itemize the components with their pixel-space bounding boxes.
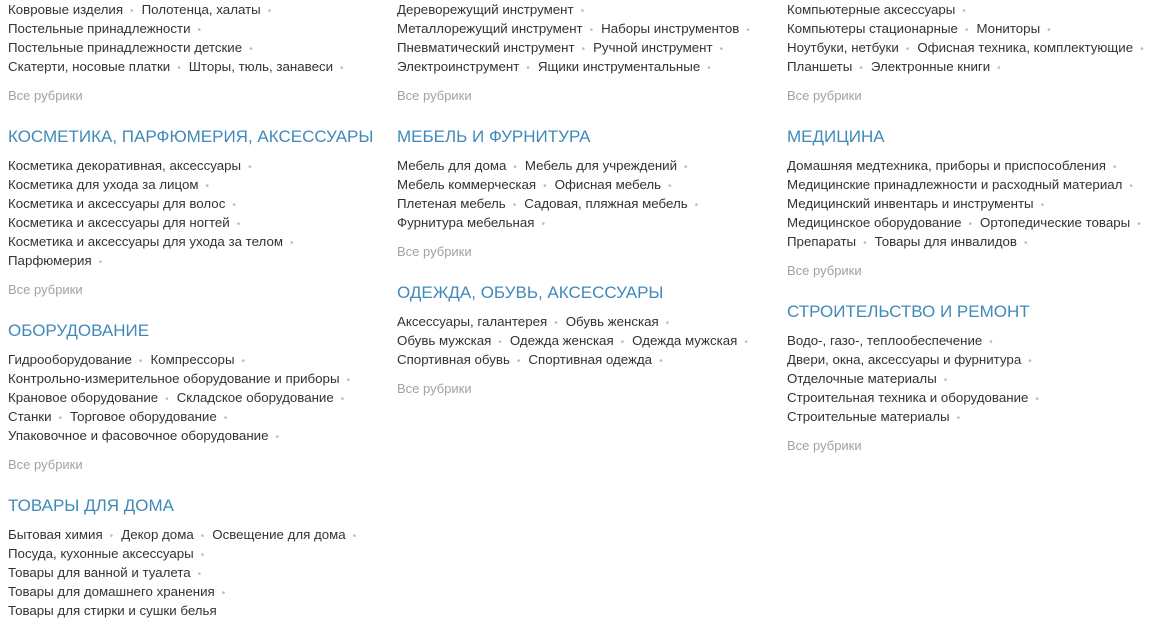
all-categories-link[interactable]: Все рубрики <box>8 457 83 472</box>
subcategory-link[interactable]: Спортивная обувь <box>397 352 510 367</box>
bullet-separator: • <box>340 63 344 74</box>
subcategory-row <box>8 194 393 213</box>
bullet-separator: • <box>620 337 625 348</box>
category-title[interactable]: ОДЕЖДА, ОБУВЬ, АКСЕССУАРЫ <box>397 283 664 302</box>
subcategory-link[interactable]: Препараты <box>787 234 857 249</box>
bullet-separator: • <box>1140 44 1144 55</box>
subcategory-row <box>787 175 1172 194</box>
subcategory-link[interactable]: Наборы инструментов <box>601 21 740 36</box>
bullet-separator: • <box>964 25 969 36</box>
subcategory-row <box>8 175 393 194</box>
bullet-separator: • <box>1040 200 1045 211</box>
subcategory-link[interactable]: Компрессоры <box>150 352 235 367</box>
bullet-separator: • <box>1137 219 1141 230</box>
bullet-separator: • <box>267 6 272 17</box>
subcategory-link[interactable]: Станки <box>8 409 52 424</box>
subcategory-row <box>397 38 782 57</box>
subcategory-link[interactable]: Офисная техника, комплектующие <box>917 40 1134 55</box>
bullet-separator: • <box>665 318 670 329</box>
subcategory-link[interactable]: Контрольно-измерительное оборудование и приборы <box>8 371 340 386</box>
subcategory-row <box>787 369 1172 388</box>
bullet-separator: • <box>346 375 351 386</box>
subcategory-row <box>8 426 393 445</box>
subcategory-row <box>8 350 393 369</box>
subcategory-link[interactable]: Аксессуары, галантерея <box>397 314 548 329</box>
subcategory-row <box>787 350 1172 369</box>
subcategory-row <box>787 232 1172 251</box>
category-title[interactable]: КОСМЕТИКА, ПАРФЮМЕРИЯ, АКСЕССУАРЫ <box>8 127 374 146</box>
subcategory-link[interactable]: Шторы, тюль, занавеси <box>188 59 334 74</box>
bullet-separator: • <box>580 6 585 17</box>
bullet-separator: • <box>512 200 517 211</box>
block-spacer <box>787 455 1172 475</box>
subcategory-row <box>8 388 393 407</box>
bullet-separator: • <box>589 25 594 36</box>
category-title[interactable]: МЕДИЦИНА <box>787 127 885 146</box>
bullet-separator: • <box>1129 181 1133 192</box>
bullet-separator: • <box>98 257 103 268</box>
subcategory-link[interactable]: Косметика и аксессуары для ногтей <box>8 215 230 230</box>
subcategory-link[interactable]: Бытовая химия <box>8 527 103 542</box>
subcategory-link[interactable]: Дереворежущий инструмент <box>397 2 574 17</box>
subcategory-row <box>787 0 1172 19</box>
bullet-separator: • <box>719 44 724 55</box>
subcategory-link[interactable]: Косметика и аксессуары для ухода за телом <box>8 234 284 249</box>
bullet-separator: • <box>197 569 202 580</box>
subcategory-row <box>8 601 393 620</box>
bullet-separator: • <box>694 200 699 211</box>
bullet-separator: • <box>744 337 748 348</box>
subcategory-row <box>8 38 393 57</box>
bullet-separator: • <box>130 6 134 17</box>
bullet-separator: • <box>232 200 236 211</box>
category-title[interactable]: ТОВАРЫ ДЛЯ ДОМА <box>8 496 174 515</box>
all-categories-link[interactable]: Все рубрики <box>397 244 472 259</box>
block-spacer <box>397 398 782 418</box>
bullet-separator: • <box>340 394 345 405</box>
subcategory-row <box>8 0 393 19</box>
bullet-separator: • <box>248 162 252 173</box>
all-categories-link[interactable]: Все рубрики <box>787 88 862 103</box>
subcategory-row <box>787 194 1172 213</box>
subcategory-link[interactable]: Товары для домашнего хранения <box>8 584 215 599</box>
subcategory-link[interactable]: Мониторы <box>976 21 1041 36</box>
bullet-separator: • <box>541 219 545 230</box>
bullet-separator: • <box>1028 356 1032 367</box>
bullet-separator: • <box>684 162 688 173</box>
bullet-separator: • <box>997 63 1001 74</box>
all-categories-link[interactable]: Все рубрики <box>787 438 862 453</box>
bullet-separator: • <box>516 356 521 367</box>
subcategory-link[interactable]: Косметика для ухода за лицом <box>8 177 199 192</box>
category-column-3 <box>787 0 1172 475</box>
subcategory-row <box>397 213 782 232</box>
subcategory-link[interactable]: Планшеты <box>787 59 853 74</box>
subcategory-row <box>397 19 782 38</box>
subcategory-row <box>397 0 782 19</box>
subcategory-link[interactable]: Медицинское оборудование <box>787 215 962 230</box>
bullet-separator: • <box>859 63 863 74</box>
subcategory-link[interactable]: Плетеная мебель <box>397 196 506 211</box>
subcategory-link[interactable]: Декор дома <box>121 527 194 542</box>
subcategory-row <box>397 57 782 76</box>
subcategory-link[interactable]: Мебель для дома <box>397 158 507 173</box>
subcategory-link[interactable]: Медицинский инвентарь и инструменты <box>787 196 1034 211</box>
bullet-separator: • <box>236 219 241 230</box>
category-block <box>397 281 782 418</box>
bullet-separator: • <box>905 44 910 55</box>
category-block <box>787 300 1172 475</box>
category-block <box>787 0 1172 125</box>
subcategory-link[interactable]: Электроинструмент <box>397 59 520 74</box>
subcategory-link[interactable]: Офисная мебель <box>554 177 662 192</box>
subcategory-link[interactable]: Домашняя медтехника, приборы и приспособления <box>787 158 1106 173</box>
subcategory-row <box>787 388 1172 407</box>
all-categories-link[interactable]: Все рубрики <box>397 381 472 396</box>
subcategory-link[interactable]: Компьютеры стационарные <box>787 21 958 36</box>
subcategory-row <box>787 19 1172 38</box>
subcategory-link[interactable]: Товары для инвалидов <box>874 234 1017 249</box>
subcategory-link[interactable]: Ящики инструментальные <box>537 59 701 74</box>
subcategory-link[interactable]: Электронные книги <box>870 59 991 74</box>
bullet-separator: • <box>513 162 517 173</box>
bullet-separator: • <box>290 238 294 249</box>
subcategory-row <box>8 232 393 251</box>
subcategory-link[interactable]: Товары для ванной и туалета <box>8 565 191 580</box>
subcategory-link[interactable]: Фурнитура мебельная <box>397 215 535 230</box>
subcategory-link[interactable]: Скатерти, носовые платки <box>8 59 171 74</box>
subcategory-link[interactable]: Спортивная одежда <box>528 352 653 367</box>
bullet-separator: • <box>968 219 973 230</box>
subcategory-link[interactable]: Обувь женская <box>565 314 659 329</box>
subcategory-link[interactable]: Ортопедические товары <box>980 215 1131 230</box>
subcategory-row <box>8 251 393 270</box>
bullet-separator: • <box>1047 25 1051 36</box>
bullet-separator: • <box>581 44 586 55</box>
category-title[interactable]: СТРОИТЕЛЬСТВО И РЕМОНТ <box>787 302 1030 321</box>
bullet-separator: • <box>221 588 226 599</box>
bullet-separator: • <box>249 44 253 55</box>
bullet-separator: • <box>962 6 966 17</box>
subcategory-link[interactable]: Компьютерные аксессуары <box>787 2 956 17</box>
subcategory-link[interactable]: Водо-, газо-, теплообеспечение <box>787 333 983 348</box>
subcategory-link[interactable]: Одежда женская <box>509 333 614 348</box>
bullet-separator: • <box>275 432 280 443</box>
bullet-separator: • <box>197 25 202 36</box>
bullet-separator: • <box>1035 394 1039 405</box>
subcategory-link[interactable]: Товары для стирки и сушки белья <box>8 603 217 618</box>
category-block <box>8 494 393 620</box>
subcategory-link[interactable]: Косметика и аксессуары для волос <box>8 196 226 211</box>
subcategory-row <box>8 156 393 175</box>
bullet-separator: • <box>543 181 547 192</box>
subcategory-link[interactable]: Ручной инструмент <box>593 40 713 55</box>
bullet-separator: • <box>707 63 711 74</box>
subcategory-row <box>787 38 1172 57</box>
bullet-separator: • <box>138 356 143 367</box>
subcategory-link[interactable]: Крановое оборудование <box>8 390 159 405</box>
subcategory-link[interactable]: Полотенца, халаты <box>141 2 261 17</box>
subcategory-link[interactable]: Обувь мужская <box>397 333 492 348</box>
category-block <box>397 0 782 125</box>
subcategory-row <box>787 213 1172 232</box>
subcategory-row <box>8 582 393 601</box>
bullet-separator: • <box>205 181 210 192</box>
bullet-separator: • <box>668 181 672 192</box>
subcategory-link[interactable]: Металлорежущий инструмент <box>397 21 583 36</box>
category-block <box>8 125 393 319</box>
bullet-separator: • <box>1023 238 1028 249</box>
bullet-separator: • <box>223 413 228 424</box>
subcategory-row <box>8 525 393 544</box>
subcategory-row <box>397 156 782 175</box>
category-block <box>397 125 782 281</box>
category-column-2 <box>397 0 782 418</box>
subcategory-link[interactable]: Посуда, кухонные аксессуары <box>8 546 194 561</box>
subcategory-link[interactable]: Мебель для учреждений <box>524 158 678 173</box>
bullet-separator: • <box>1112 162 1117 173</box>
subcategory-row <box>787 331 1172 350</box>
category-block <box>8 0 393 125</box>
subcategory-link[interactable]: Строительная техника и оборудование <box>787 390 1029 405</box>
subcategory-link[interactable]: Строительные материалы <box>787 409 950 424</box>
subcategory-row <box>8 213 393 232</box>
block-spacer <box>8 105 393 125</box>
category-block <box>8 319 393 494</box>
block-spacer <box>787 105 1172 125</box>
subcategory-row <box>397 175 782 194</box>
bullet-separator: • <box>746 25 750 36</box>
subcategory-row <box>8 369 393 388</box>
category-column-1 <box>8 0 393 620</box>
bullet-separator: • <box>200 531 205 542</box>
subcategory-link[interactable]: Упаковочное и фасовочное оборудование <box>8 428 269 443</box>
subcategory-row <box>397 331 782 350</box>
bullet-separator: • <box>58 413 63 424</box>
subcategory-link[interactable]: Ковровые изделия <box>8 2 124 17</box>
bullet-separator: • <box>177 63 181 74</box>
subcategory-row <box>787 407 1172 426</box>
bullet-separator: • <box>659 356 663 367</box>
subcategory-link[interactable]: Ноутбуки, нетбуки <box>787 40 899 55</box>
bullet-separator: • <box>943 375 948 386</box>
subcategory-link[interactable]: Освещение для дома <box>212 527 346 542</box>
block-spacer <box>8 299 393 319</box>
all-categories-link[interactable]: Все рубрики <box>787 263 862 278</box>
subcategory-link[interactable]: Медицинские принадлежности и расходный материал <box>787 177 1123 192</box>
bullet-separator: • <box>956 413 961 424</box>
subcategory-link[interactable]: Торговое оборудование <box>70 409 217 424</box>
block-spacer <box>397 261 782 281</box>
subcategory-row <box>8 19 393 38</box>
subcategory-row <box>397 312 782 331</box>
bullet-separator: • <box>498 337 502 348</box>
category-title[interactable]: ОБОРУДОВАНИЕ <box>8 321 150 340</box>
bullet-separator: • <box>109 531 114 542</box>
subcategory-row <box>397 350 782 369</box>
subcategory-link[interactable]: Одежда мужская <box>632 333 738 348</box>
subcategory-link[interactable]: Садовая, пляжная мебель <box>524 196 688 211</box>
bullet-separator: • <box>863 238 867 249</box>
category-block <box>787 125 1172 300</box>
subcategory-row <box>397 194 782 213</box>
subcategory-row <box>8 563 393 582</box>
bullet-separator: • <box>200 550 205 561</box>
subcategory-row <box>8 544 393 563</box>
subcategory-link[interactable]: Постельные принадлежности <box>8 21 191 36</box>
category-title[interactable]: МЕБЕЛЬ И ФУРНИТУРА <box>397 127 591 146</box>
subcategory-link[interactable]: Гидрооборудование <box>8 352 132 367</box>
subcategory-row <box>8 57 393 76</box>
block-spacer <box>787 280 1172 300</box>
subcategory-link[interactable]: Пневматический инструмент <box>397 40 575 55</box>
bullet-separator: • <box>554 318 558 329</box>
subcategory-link[interactable]: Мебель коммерческая <box>397 177 537 192</box>
subcategory-link[interactable]: Парфюмерия <box>8 253 92 268</box>
subcategory-row <box>8 407 393 426</box>
subcategory-row <box>787 57 1172 76</box>
block-spacer <box>397 105 782 125</box>
bullet-separator: • <box>526 63 530 74</box>
subcategory-link[interactable]: Отделочные материалы <box>787 371 937 386</box>
subcategory-link[interactable]: Косметика декоративная, аксессуары <box>8 158 242 173</box>
all-categories-link[interactable]: Все рубрики <box>8 282 83 297</box>
bullet-separator: • <box>165 394 169 405</box>
all-categories-link[interactable]: Все рубрики <box>8 88 83 103</box>
block-spacer <box>8 474 393 494</box>
subcategory-link[interactable]: Постельные принадлежности детские <box>8 40 243 55</box>
subcategory-link[interactable]: Двери, окна, аксессуары и фурнитура <box>787 352 1022 367</box>
bullet-separator: • <box>241 356 246 367</box>
all-categories-link[interactable]: Все рубрики <box>397 88 472 103</box>
subcategory-row <box>787 156 1172 175</box>
bullet-separator: • <box>352 531 357 542</box>
bullet-separator: • <box>989 337 993 348</box>
subcategory-link[interactable]: Складское оборудование <box>176 390 334 405</box>
